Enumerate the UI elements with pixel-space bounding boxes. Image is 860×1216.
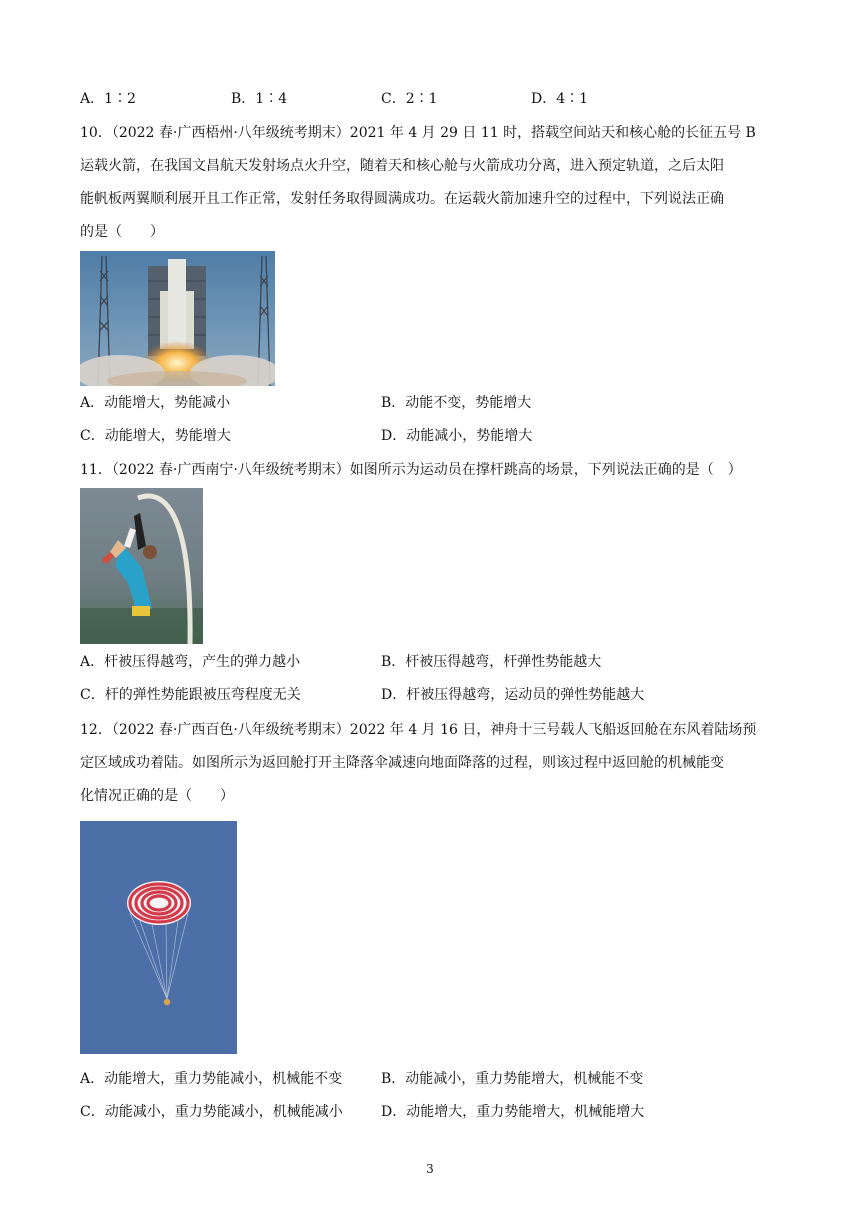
q10-option-b: B．动能不变，势能增大 bbox=[381, 395, 532, 411]
q12-option-d: D．动能增大，重力势能增大，机械能增大 bbox=[381, 1104, 645, 1120]
q9-option-b: B．1∶4 bbox=[231, 91, 288, 107]
pole-vault-photo bbox=[80, 488, 203, 644]
q11-option-a: A．杆被压得越弯，产生的弹力越小 bbox=[80, 654, 301, 670]
q12-stem-line: 化情况正确的是（ ） bbox=[80, 788, 234, 804]
q10-stem-line: 10．（2022 春·广西梧州·八年级统考期末）2021 年 4 月 29 日 11 时，搭载空间站天和核心舱的长征五号 B bbox=[80, 125, 756, 141]
q10-option-d: D．动能减小，势能增大 bbox=[381, 428, 533, 444]
q10-stem-line: 能帆板两翼顺利展开且工作正常，发射任务取得圆满成功。在运载火箭加速升空的过程中，下列说法正确 bbox=[80, 191, 724, 207]
q11-option-d: D．杆被压得越弯，运动员的弹性势能越大 bbox=[381, 687, 645, 703]
q12-option-c: C．动能减小，重力势能减小，机械能减小 bbox=[80, 1104, 343, 1120]
q9-option-c: C．2∶1 bbox=[381, 91, 438, 107]
q12-stem-line: 12．（2022 春·广西百色·八年级统考期末）2022 年 4 月 16 日，神舟十三号载人飞船返回舱在东风着陆场预 bbox=[80, 722, 757, 738]
q9-option-d: D．4∶1 bbox=[531, 91, 589, 107]
q12-option-b: B．动能减小，重力势能增大，机械能不变 bbox=[381, 1071, 644, 1087]
q10-option-c: C．动能增大，势能增大 bbox=[80, 428, 231, 444]
q12-stem-line: 定区域成功着陆。如图所示为返回舱打开主降落伞减速向地面降落的过程，则该过程中返回舱的机械能变 bbox=[80, 755, 724, 771]
rocket-launch-photo bbox=[80, 251, 275, 386]
q10-option-a: A．动能增大，势能减小 bbox=[80, 395, 231, 411]
q9-option-a: A．1∶2 bbox=[80, 91, 136, 107]
q12-option-a: A．动能增大，重力势能减小，机械能不变 bbox=[80, 1071, 343, 1087]
q11-stem-line: 11．（2022 春·广西南宁·八年级统考期末）如图所示为运动员在撑杆跳高的场景，下列说法正确的是（ ） bbox=[80, 462, 742, 478]
parachute-capsule-photo bbox=[80, 821, 237, 1054]
q11-option-b: B．杆被压得越弯，杆弹性势能越大 bbox=[381, 654, 602, 670]
q11-option-c: C．杆的弹性势能跟被压弯程度无关 bbox=[80, 687, 301, 703]
q10-stem-line: 运载火箭，在我国文昌航天发射场点火升空，随着天和核心舱与火箭成功分离，进入预定轨道，之后太阳 bbox=[80, 158, 724, 174]
page-number: 3 bbox=[426, 1162, 434, 1176]
q10-stem-line: 的是（ ） bbox=[80, 224, 164, 240]
